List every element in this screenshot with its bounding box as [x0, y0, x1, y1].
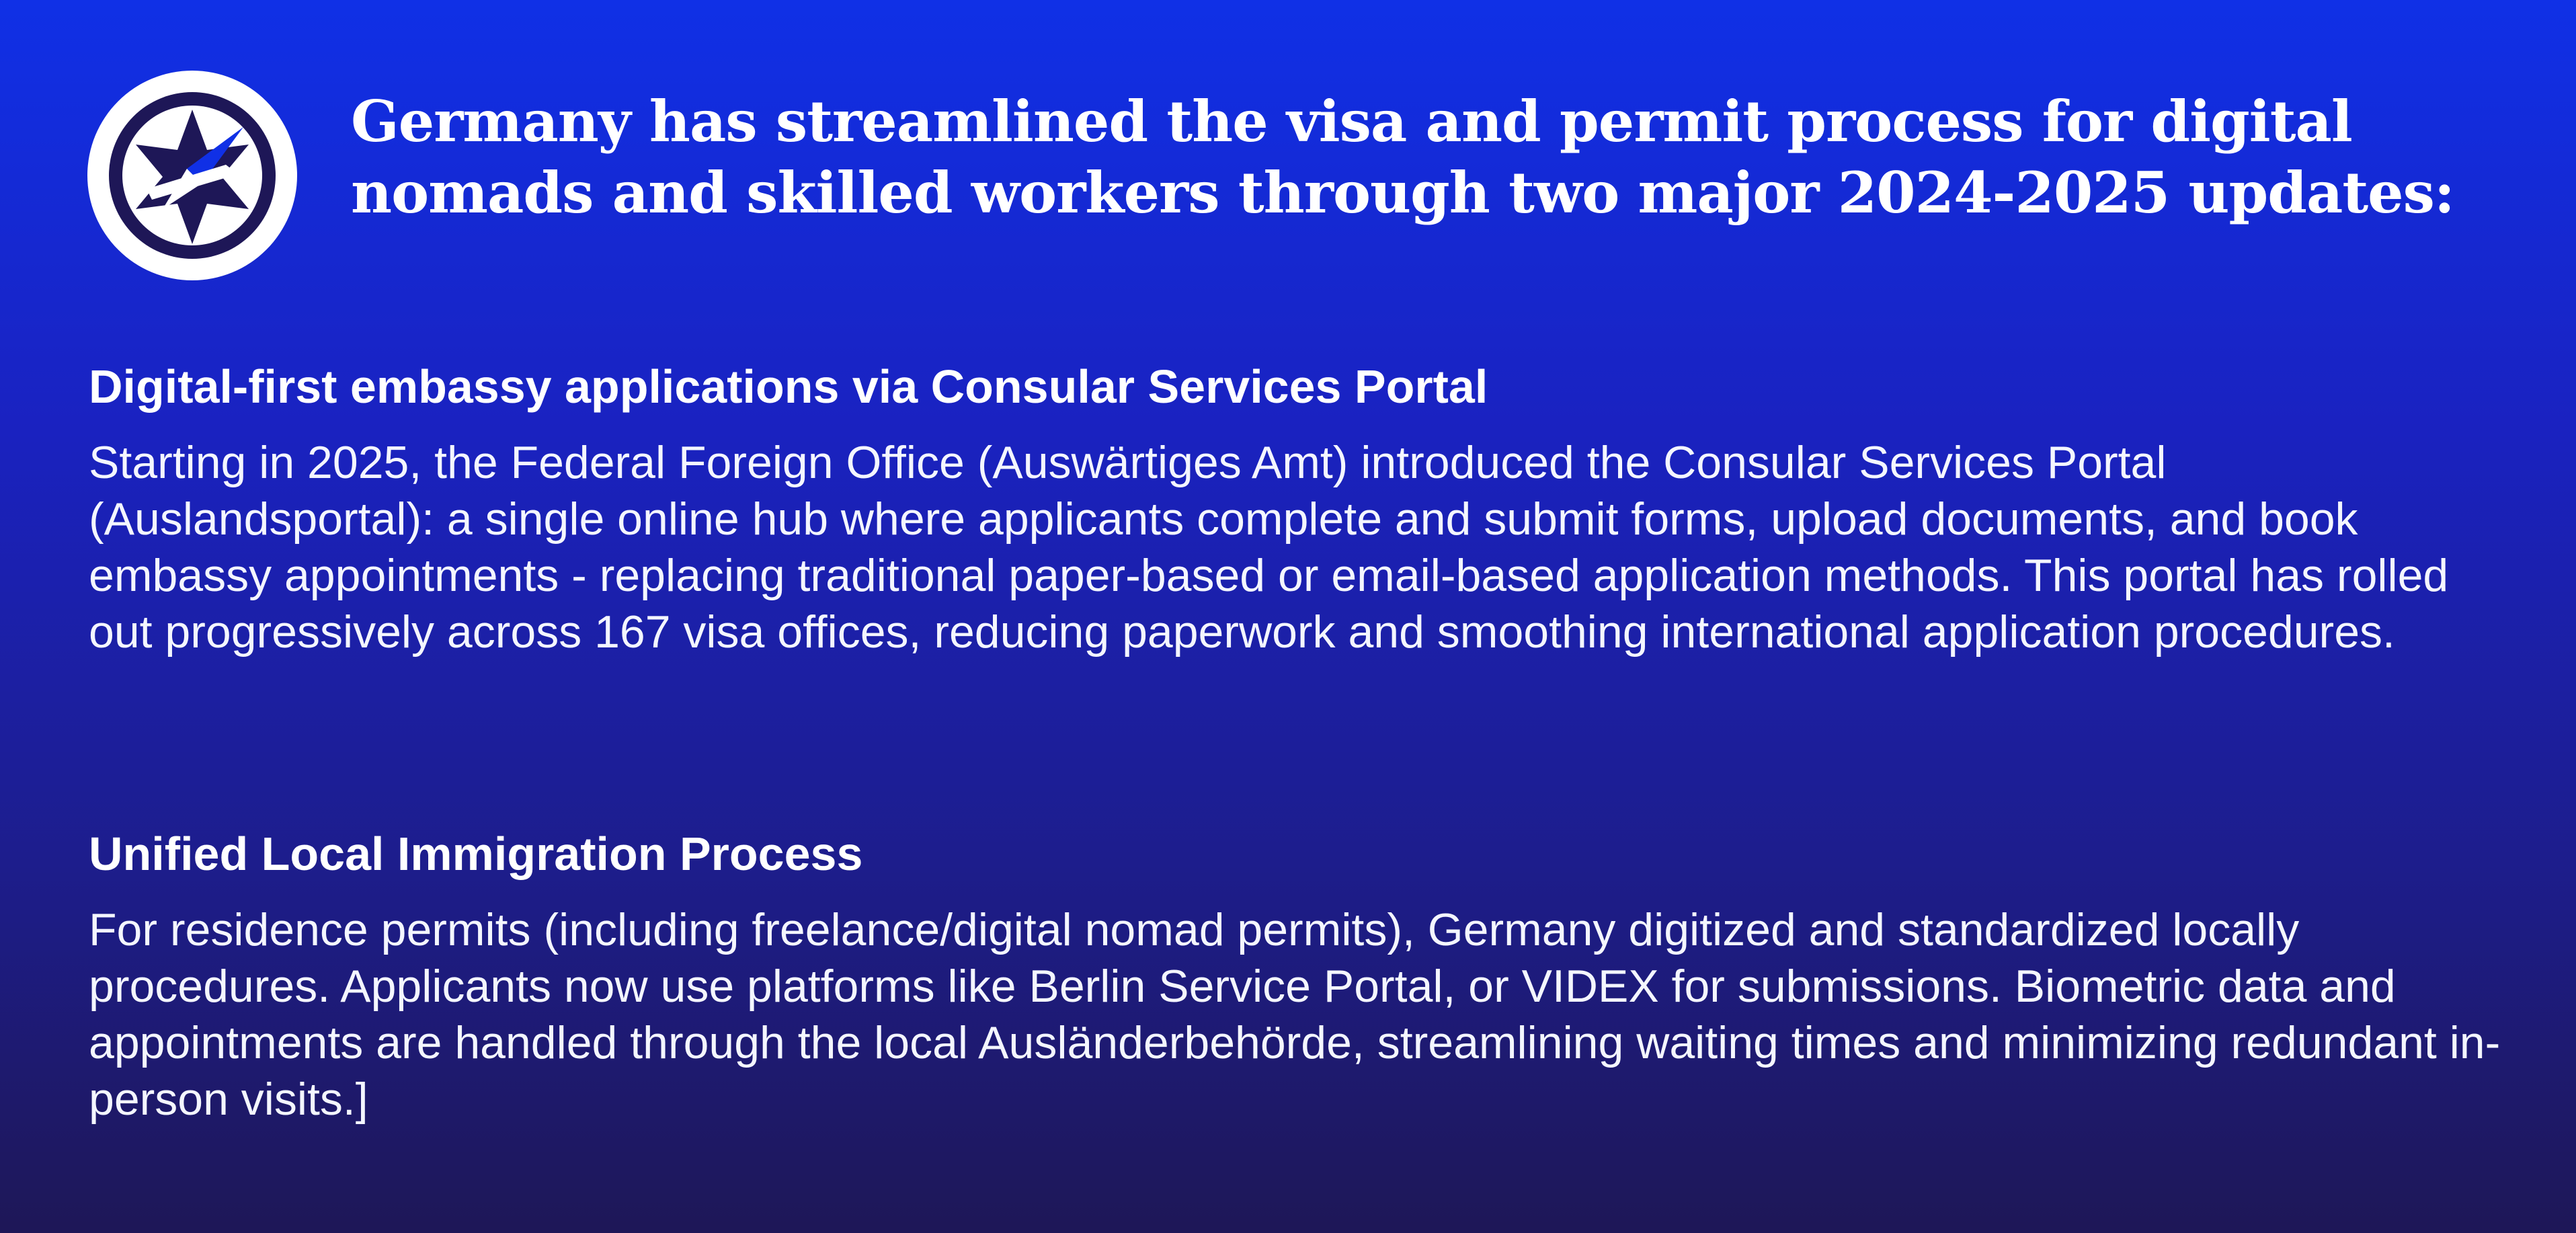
compass-star-icon [87, 71, 297, 280]
section-body: Starting in 2025, the Federal Foreign Office (Auswärtiges Amt) introduced the Consular Services Portal (Auslandsportal): a single online hub where applicants complete and submit forms, upload documents, and book embassy appointments - replacing traditional paper-based or email-based application methods. This portal has rolled out progressively across 167 visa offices, reducing paperwork and smoothing international application procedures. [89, 437, 2449, 658]
section-title: Unified Local Immigration Process [89, 828, 863, 880]
page-title: Germany has streamlined the visa and permit process for digital nomads and skilled workers through two major 2024-2025 updates: [351, 88, 2454, 226]
section-title: Digital-first embassy applications via Consular Services Portal [89, 360, 1488, 413]
section-local-immigration [89, 824, 2509, 1127]
section-body: For residence permits (including freelance/digital nomad permits), Germany digitized and standardized locally procedures. Applicants now use platforms like Berlin Service Portal, or VIDEX for submissions. Biometric data and appointments are handled through the local Ausländerbehörde, streamlining waiting times and minimizing redundant in-person visits.] [89, 904, 2501, 1125]
section-consular-portal [89, 356, 2509, 660]
